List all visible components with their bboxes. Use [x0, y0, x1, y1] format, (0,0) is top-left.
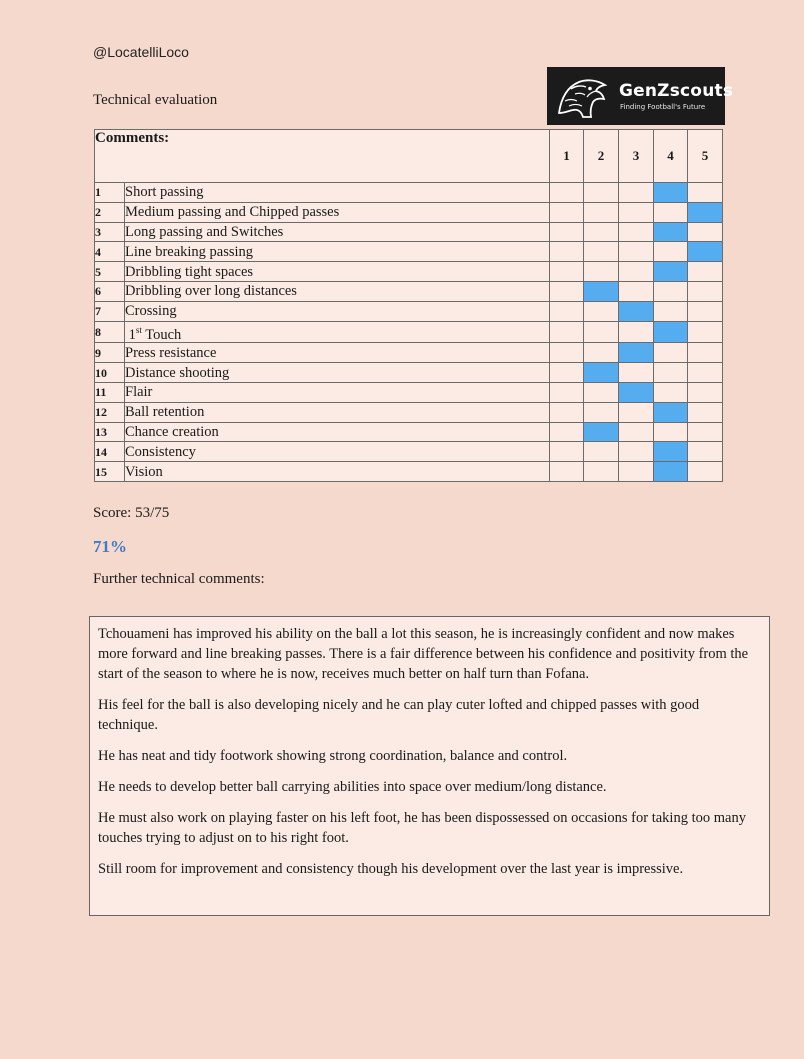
score-cell	[550, 402, 584, 422]
author-handle: @LocatelliLoco	[93, 44, 189, 60]
score-cell	[619, 422, 654, 442]
score-cell	[688, 402, 723, 422]
score-cell	[688, 321, 723, 343]
score-cell-selected	[584, 281, 619, 301]
score-cell	[619, 183, 654, 203]
row-number: 4	[95, 242, 125, 262]
score-cell	[550, 363, 584, 383]
score-cell	[688, 281, 723, 301]
score-column-header: 5	[688, 130, 723, 183]
evaluation-row	[95, 343, 723, 363]
score-cell-selected	[688, 202, 723, 222]
score-cell	[584, 321, 619, 343]
score-cell	[550, 462, 584, 482]
score-cell	[688, 383, 723, 403]
evaluation-row	[95, 202, 723, 222]
score-cell	[688, 343, 723, 363]
score-cell	[654, 202, 688, 222]
technical-comments-box	[89, 616, 770, 916]
score-cell-selected	[654, 442, 688, 462]
criterion-label: Vision	[125, 462, 550, 482]
score-percent: 71%	[93, 537, 127, 556]
score-cell	[688, 363, 723, 383]
score-cell	[619, 462, 654, 482]
criterion-label: Flair	[125, 383, 550, 403]
score-cell	[550, 183, 584, 203]
score-cell	[654, 343, 688, 363]
evaluation-row	[95, 183, 723, 203]
score-cell	[688, 222, 723, 242]
row-number: 10	[95, 363, 125, 383]
comment-paragraph: He needs to develop better ball carrying abilities into space over medium/long distance.	[98, 779, 607, 795]
row-number: 15	[95, 462, 125, 482]
score-cell-selected	[619, 343, 654, 363]
row-number: 11	[95, 383, 125, 403]
criterion-label: Chance creation	[125, 422, 550, 442]
score-cell	[584, 462, 619, 482]
score-cell-selected	[584, 363, 619, 383]
score-cell	[619, 402, 654, 422]
score-cell-selected	[654, 402, 688, 422]
evaluation-row	[95, 262, 723, 282]
row-number: 1	[95, 183, 125, 203]
score-cell	[550, 281, 584, 301]
score-cell	[584, 343, 619, 363]
score-total: Score: 53/75	[93, 505, 170, 521]
score-cell	[584, 183, 619, 203]
score-cell	[584, 301, 619, 321]
comment-paragraph: He must also work on playing faster on his left foot, he has been dispossessed on occasions for taking too many touches trying to adjust on to his right foot.	[98, 810, 746, 846]
score-cell	[654, 281, 688, 301]
row-number: 2	[95, 202, 125, 222]
genzscouts-logo	[547, 67, 734, 125]
evaluation-row	[95, 422, 723, 442]
score-cell	[654, 422, 688, 442]
score-cell	[619, 363, 654, 383]
score-cell	[654, 383, 688, 403]
score-cell	[619, 262, 654, 282]
criterion-label: Medium passing and Chipped passes	[125, 202, 550, 222]
score-cell-selected	[654, 222, 688, 242]
score-cell	[550, 383, 584, 403]
evaluation-row	[95, 281, 723, 301]
row-number: 8	[95, 321, 125, 343]
score-column-header: 3	[619, 130, 654, 183]
score-cell	[584, 442, 619, 462]
further-comments-label: Further technical comments:	[93, 571, 265, 587]
score-cell	[688, 262, 723, 282]
criterion-label: Consistency	[125, 442, 550, 462]
row-number: 6	[95, 281, 125, 301]
row-number: 12	[95, 402, 125, 422]
logo-tagline: Finding Football's Future	[620, 103, 706, 111]
score-column-header: 4	[654, 130, 688, 183]
score-cell-selected	[619, 301, 654, 321]
score-cell	[619, 321, 654, 343]
score-cell	[550, 442, 584, 462]
score-cell	[654, 363, 688, 383]
score-cell	[584, 202, 619, 222]
score-cell	[550, 321, 584, 343]
comment-paragraph: His feel for the ball is also developing nicely and he can play cuter lofted and chipped passes with good technique.	[98, 697, 700, 733]
row-number: 3	[95, 222, 125, 242]
comment-paragraph: Tchouameni has improved his ability on the ball a lot this season, he is increasingly confident and now makes more forward and line breaking passes. There is a fair difference between his confidence and positivity from the start of the season to where he is now, receives much better on half turn than Fofana.	[98, 626, 749, 682]
evaluation-row	[95, 321, 723, 343]
score-cell	[550, 202, 584, 222]
evaluation-row	[95, 442, 723, 462]
score-cell	[584, 383, 619, 403]
score-cell	[688, 462, 723, 482]
score-cell	[688, 442, 723, 462]
score-cell	[550, 301, 584, 321]
score-cell	[688, 183, 723, 203]
score-cell	[550, 422, 584, 442]
score-cell	[584, 242, 619, 262]
score-cell	[550, 222, 584, 242]
score-cell-selected	[688, 242, 723, 262]
score-cell	[550, 262, 584, 282]
evaluation-row	[95, 363, 723, 383]
score-cell	[619, 281, 654, 301]
score-cell	[550, 242, 584, 262]
score-cell	[688, 301, 723, 321]
evaluation-row	[95, 301, 723, 321]
criterion-label: 1st Touch	[125, 321, 550, 343]
row-number: 13	[95, 422, 125, 442]
criterion-label: Short passing	[125, 183, 550, 203]
score-cell	[550, 343, 584, 363]
comment-paragraph: He has neat and tidy footwork showing strong coordination, balance and control.	[98, 748, 568, 764]
comment-paragraph: Still room for improvement and consistency though his development over the last year is impressive.	[98, 861, 684, 877]
score-cell	[584, 222, 619, 242]
score-cell	[619, 442, 654, 462]
score-cell	[584, 402, 619, 422]
score-cell-selected	[654, 262, 688, 282]
section-title: Technical evaluation	[93, 92, 218, 108]
score-cell	[619, 242, 654, 262]
row-number: 14	[95, 442, 125, 462]
score-column-header: 1	[550, 130, 584, 183]
score-cell-selected	[654, 321, 688, 343]
score-cell	[654, 242, 688, 262]
score-cell	[619, 222, 654, 242]
score-cell	[688, 422, 723, 442]
score-cell	[654, 301, 688, 321]
criterion-label: Long passing and Switches	[125, 222, 550, 242]
score-cell-selected	[619, 383, 654, 403]
criterion-label: Dribbling tight spaces	[125, 262, 550, 282]
score-cell-selected	[584, 422, 619, 442]
row-number: 5	[95, 262, 125, 282]
criterion-label: Press resistance	[125, 343, 550, 363]
evaluation-row	[95, 402, 723, 422]
logo-name: GenZscouts	[619, 81, 734, 101]
score-cell	[584, 262, 619, 282]
score-cell-selected	[654, 183, 688, 203]
criterion-label: Dribbling over long distances	[125, 281, 550, 301]
row-number: 9	[95, 343, 125, 363]
eagle-head-icon	[553, 73, 611, 119]
evaluation-row	[95, 222, 723, 242]
criterion-label: Crossing	[125, 301, 550, 321]
score-cell-selected	[654, 462, 688, 482]
comments-header: Comments:	[95, 130, 550, 183]
criterion-label: Ball retention	[125, 402, 550, 422]
evaluation-row	[95, 242, 723, 262]
technical-evaluation-table	[94, 129, 723, 482]
evaluation-row	[95, 462, 723, 482]
criterion-label: Line breaking passing	[125, 242, 550, 262]
criterion-label: Distance shooting	[125, 363, 550, 383]
score-column-header: 2	[584, 130, 619, 183]
evaluation-row	[95, 383, 723, 403]
score-cell	[619, 202, 654, 222]
row-number: 7	[95, 301, 125, 321]
